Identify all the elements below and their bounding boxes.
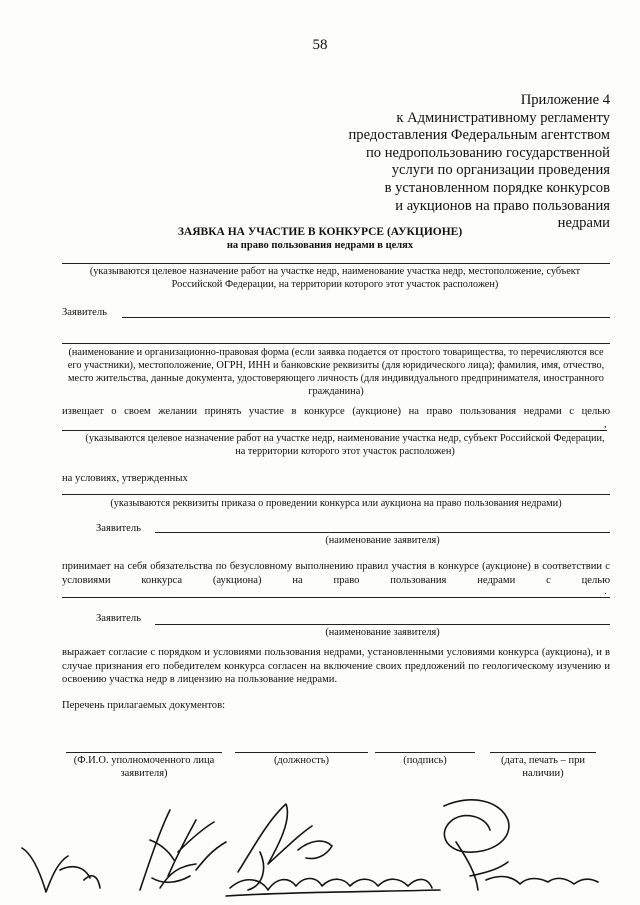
- fill-line: [155, 532, 610, 533]
- conditions-text: на условиях, утвержденных: [62, 473, 188, 484]
- note-applicant-details: (наименование и организационно-правовая форма (если заявка подается от простого товарищества, то перечисляются все его участники), местоположение, ОГРН, ИНН и банковские реквизиты (для юридического лица); фамилия, имя, отчество, место жительства, данные документа, удостоверяющего личность (для индивидуального предпринимателя, иностранного гражданина): [67, 347, 605, 397]
- fill-line: [375, 752, 475, 753]
- comma-mark: ,: [604, 419, 607, 430]
- docs-list-label: Перечень прилагаемых документов:: [62, 700, 226, 711]
- annex-line: услуги по организации проведения: [391, 162, 610, 179]
- note-purpose: (указываются целевое назначение работ на участке недр, наименование участка недр, местоположение, субъект Российской Федерации, на территории которого этот участок расположен): [89, 266, 581, 290]
- annex-line: Приложение 4: [520, 92, 610, 108]
- obligations-text: принимает на себя обязательства по безусловному выполнению правил участия в конкурсе (аукционе) в соответствии с условиями конкурса (аукциона) на право пользования недрами с целью: [62, 561, 610, 586]
- applicant-label-3: Заявитель: [96, 613, 142, 624]
- fill-line: [62, 430, 607, 431]
- fill-line: [235, 752, 368, 753]
- sig-field-name: (Ф.И.О. уполномоченного лица заявителя): [73, 755, 215, 779]
- form-title: ЗАЯВКА НА УЧАСТИЕ В КОНКУРСЕ (АУКЦИОНЕ): [177, 226, 463, 238]
- form-subtitle: на право пользования недрами в целях: [226, 240, 414, 251]
- fill-line: [62, 343, 610, 344]
- page-number: 58: [312, 37, 328, 53]
- fill-line: [62, 597, 610, 598]
- note-purpose-2: (указываются целевое назначение работ на участке недр, наименование участка недр, субъект Российской Федерации, на территории которого этот участок расположен): [85, 433, 605, 457]
- fill-line: [155, 624, 610, 625]
- annex-line: недрами: [557, 215, 610, 232]
- annex-line: по недропользованию государственной: [365, 144, 610, 161]
- applicant-label-2: Заявитель: [96, 523, 142, 534]
- annex-header: [349, 92, 611, 233]
- notify-text: извещает о своем желании принять участие в конкурсе (аукционе) на право пользования недрами с целью: [62, 406, 610, 417]
- annex-line: в установленном порядке конкурсов: [384, 179, 610, 196]
- fill-line: [62, 494, 610, 495]
- fill-line: [66, 752, 222, 753]
- handwritten-signatures-icon: [0, 780, 640, 905]
- period-mark: .: [604, 586, 607, 597]
- note-applicant-name: (наименование заявителя): [325, 535, 440, 546]
- sig-field-signature: (подпись): [403, 755, 447, 766]
- annex-line: и аукционов на право пользования: [395, 197, 610, 214]
- fill-line: [490, 752, 596, 753]
- sig-field-date: (дата, печать – при наличии): [501, 755, 585, 779]
- fill-line: [62, 263, 610, 264]
- applicant-label: Заявитель: [62, 307, 108, 318]
- annex-line: к Административному регламенту: [396, 109, 610, 126]
- sig-field-position: (должность): [273, 755, 330, 766]
- note-order: (указываются реквизиты приказа о проведении конкурса или аукциона на право пользования недрами): [110, 498, 562, 509]
- annex-line: предоставления Федеральным агентством: [348, 127, 610, 144]
- agreement-text: выражает согласие с порядком и условиями пользования недрами, установленными условиями конкурса (аукциона), и в случае признания его победителем конкурса согласен на включение своих предложений по геологическому изучению и освоению участка недр в лицензию на пользование недрами.: [62, 647, 610, 685]
- note-applicant-name-2: (наименование заявителя): [325, 627, 440, 638]
- fill-line: [122, 317, 610, 318]
